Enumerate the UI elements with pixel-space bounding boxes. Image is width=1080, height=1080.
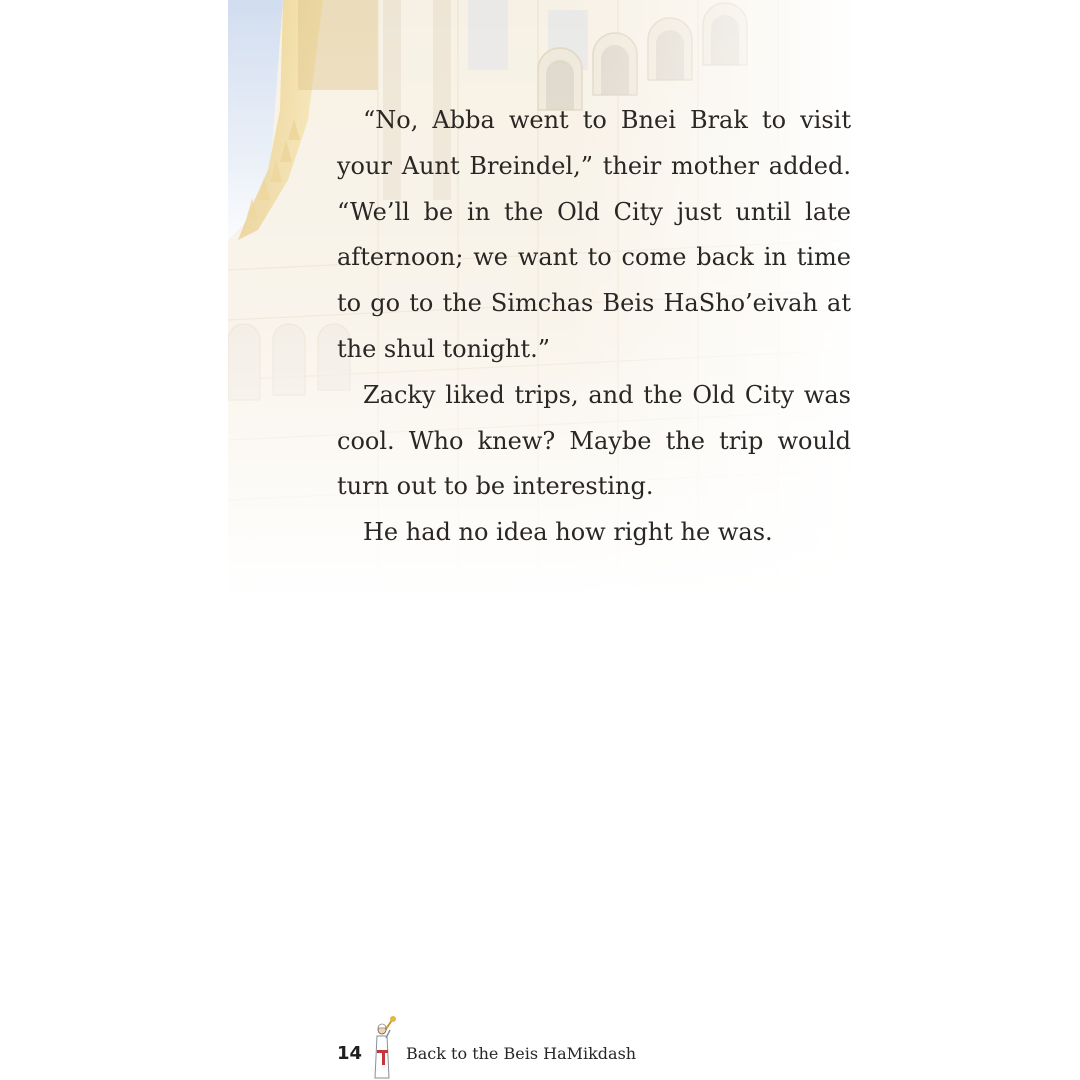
paragraph: “No, Abba went to Bnei Brak to visit your Aunt Breindel,” their mother added. “We’ll be in the Old City just until late afternoon; we want to come back in time to go to the Simchas Beis HaSho’eivah at the shul tonight.” (337, 106, 851, 363)
running-title: Back to the Beis HaMikdash (406, 1044, 637, 1063)
book-page (228, 0, 852, 1080)
kohen-trumpeter-icon (370, 1016, 398, 1080)
page-number: 14 (337, 1043, 363, 1064)
paragraph: He had no idea how right he was. (363, 518, 773, 547)
story-text (337, 98, 851, 556)
paragraph: Zacky liked trips, and the Old City was cool. Who knew? Maybe the trip would turn out to be interesting. (337, 380, 851, 501)
page-footer (337, 1016, 737, 1080)
